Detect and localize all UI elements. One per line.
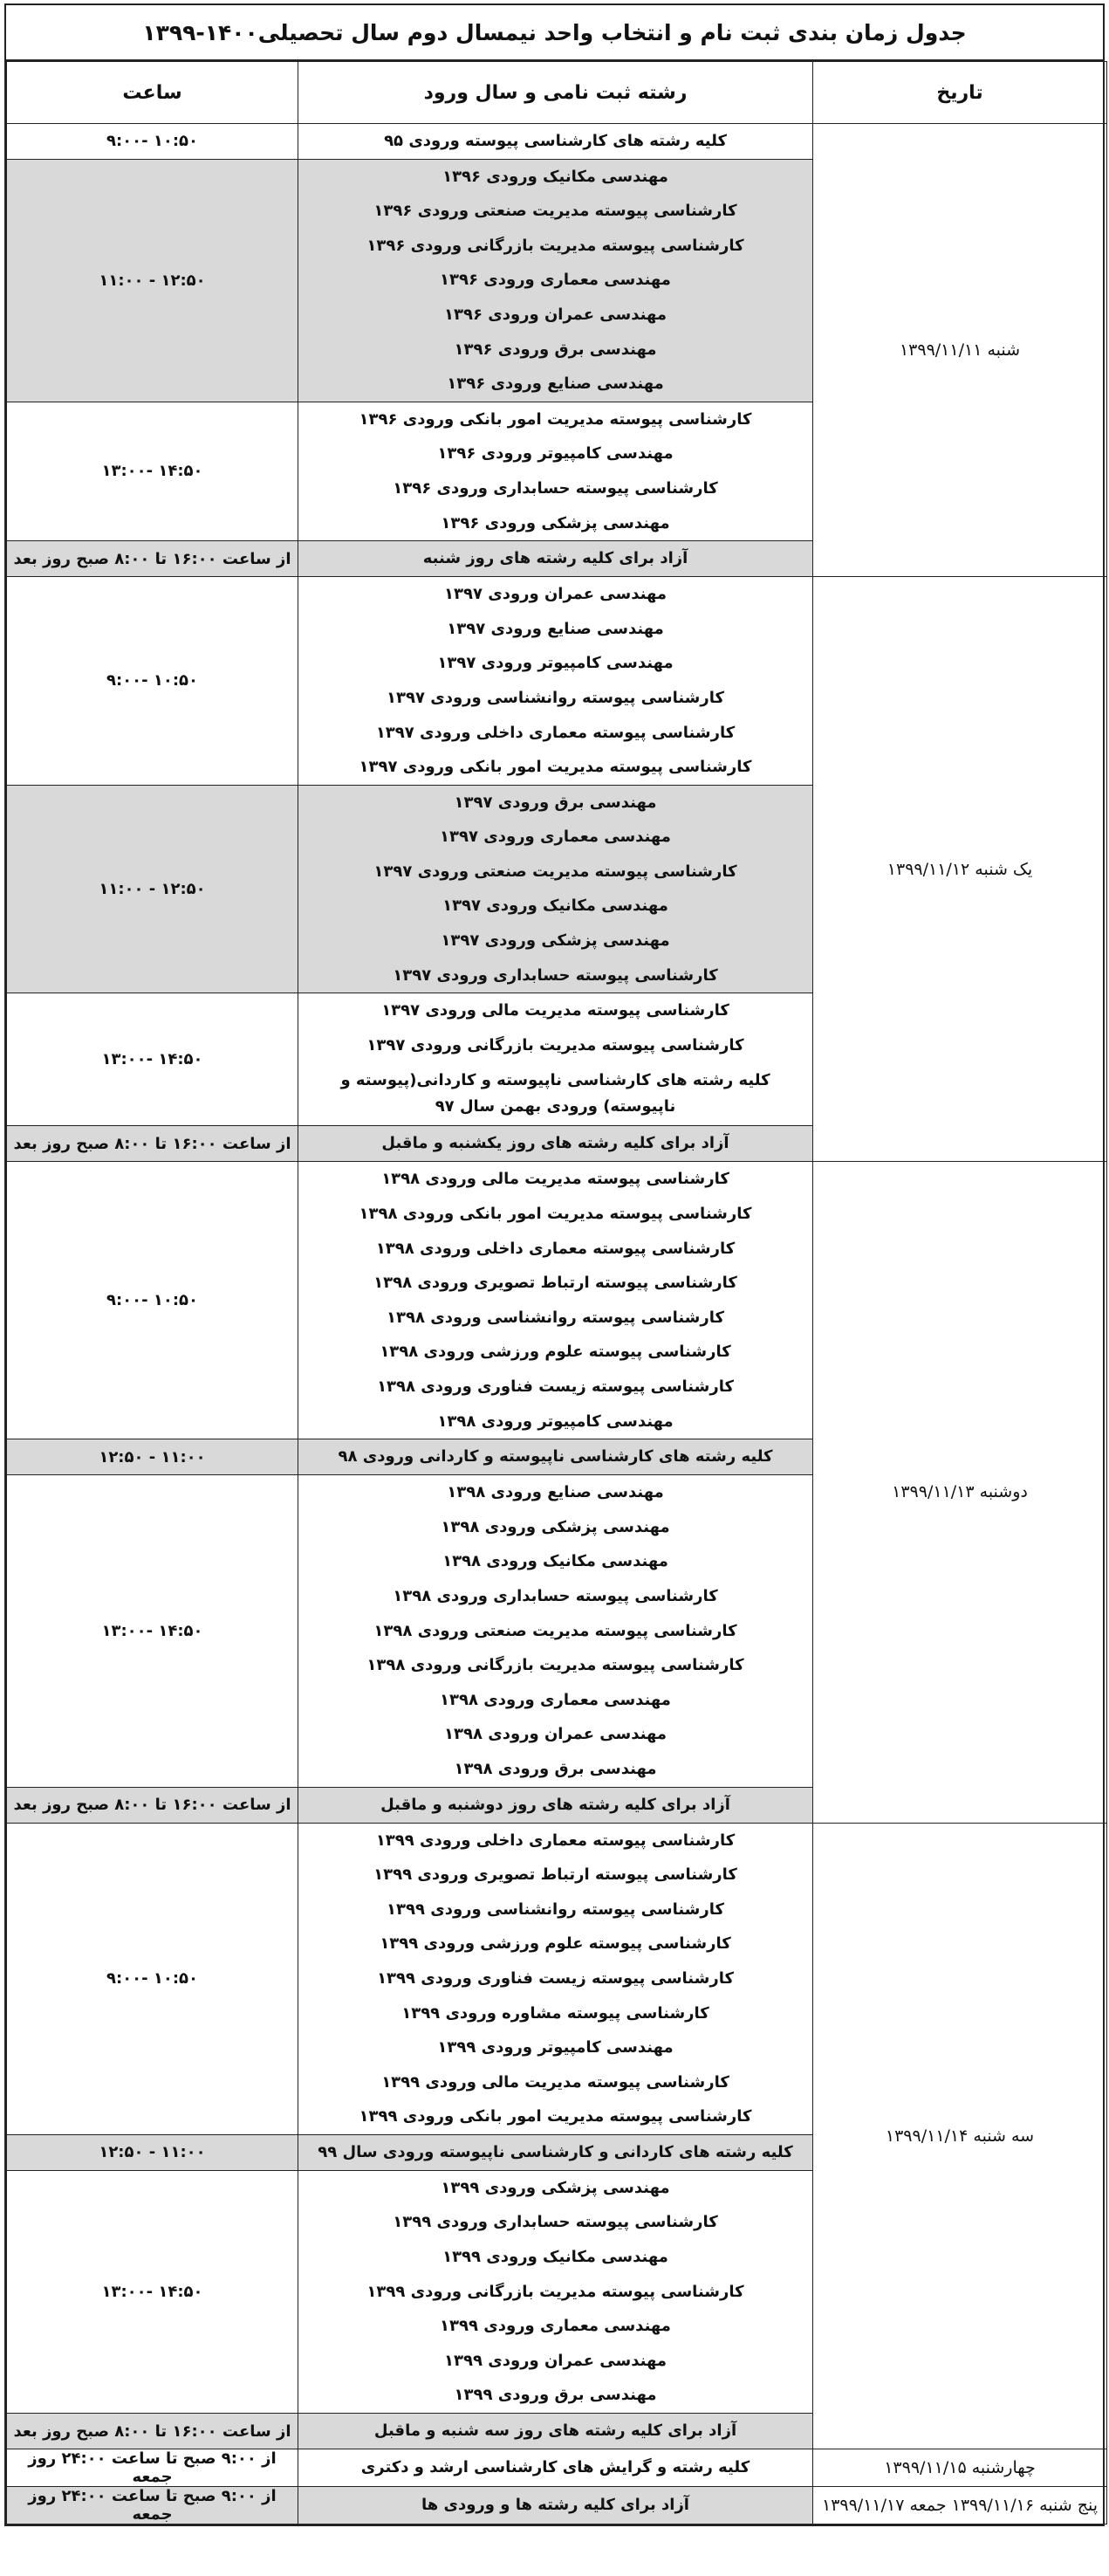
list-item: مهندسی مکانیک ورودی ۱۳۹۸	[442, 1552, 668, 1571]
list-item: مهندسی برق ورودی ۱۳۹۸	[454, 1759, 657, 1778]
schedule-row	[7, 2487, 1107, 2524]
block-items	[298, 2134, 813, 2170]
list-item: مهندسی برق ورودی ۱۳۹۹	[454, 2386, 657, 2405]
schedule-table	[6, 61, 1107, 2524]
list-item: مهندسی کامپیوتر ورودی ۱۳۹۹	[437, 2038, 674, 2057]
list-item: کارشناسی پیوسته مدیریت مالی ورودی ۱۳۹۹	[381, 2072, 729, 2092]
list-item: مهندسی مکانیک ورودی ۱۳۹۷	[442, 896, 668, 916]
day-date: دوشنبه ۱۳۹۹/۱۱/۱۳	[813, 1162, 1107, 1823]
list-item: کارشناسی پیوسته علوم ورزشی ورودی ۱۳۹۹	[380, 1934, 731, 1954]
list-item: مهندسی عمران ورودی ۱۳۹۷	[443, 585, 667, 604]
block-time: ۱۱:۰۰ - ۱۲:۵۰	[7, 159, 298, 402]
block-items	[298, 2487, 813, 2524]
block-items	[298, 1787, 813, 1823]
schedule-body	[7, 124, 1107, 2524]
list-item: مهندسی عمران ورودی ۱۳۹۹	[443, 2351, 667, 2370]
block-items	[298, 402, 813, 540]
list-item: کارشناسی پیوسته مدیریت بازرگانی ورودی ۱۳۹۷	[366, 1035, 744, 1054]
block-items	[298, 1475, 813, 1787]
list-item: کارشناسی پیوسته مدیریت مالی ورودی ۱۳۹۸	[381, 1170, 729, 1189]
list-item: کارشناسی پیوسته مدیریت امور بانکی ورودی ۱۳۹۷	[359, 758, 752, 777]
block-time: از ساعت ۱۶:۰۰ تا ۸:۰۰ صبح روز بعد	[7, 1787, 298, 1823]
block-time: ۹:۰۰- ۱۰:۵۰	[7, 577, 298, 786]
block-items	[298, 1126, 813, 1162]
list-item: مهندسی کامپیوتر ورودی ۱۳۹۸	[437, 1412, 674, 1431]
list-item: کارشناسی پیوسته معماری داخلی ورودی ۱۳۹۷	[375, 723, 736, 742]
block-time: ۱۳:۰۰- ۱۴:۵۰	[7, 2170, 298, 2413]
list-item: مهندسی برق ورودی ۱۳۹۶	[454, 340, 657, 359]
schedule-page	[4, 3, 1105, 2526]
day-date: یک شنبه ۱۳۹۹/۱۱/۱۲	[813, 577, 1107, 1162]
block-time: ۹:۰۰- ۱۰:۵۰	[7, 1823, 298, 2134]
header-time: ساعت	[7, 62, 298, 124]
list-item: کارشناسی پیوسته روانشناسی ورودی ۱۳۹۹	[387, 1899, 724, 1919]
block-time: ۱۳:۰۰- ۱۴:۵۰	[7, 1475, 298, 1787]
list-item: کارشناسی پیوسته مدیریت امور بانکی ورودی ۱۳۹۹	[359, 2107, 752, 2126]
block-time: ۱۳:۰۰- ۱۴:۵۰	[7, 993, 298, 1126]
block-time: از ساعت ۱۶:۰۰ تا ۸:۰۰ صبح روز بعد	[7, 2414, 298, 2449]
list-item: کلیه رشته و گرایش های کارشناسی ارشد و دکتری	[360, 2458, 750, 2477]
page-title: جدول زمان بندی ثبت نام و انتخاب واحد نیمسال دوم سال تحصیلی۱۴۰۰-۱۳۹۹	[6, 5, 1103, 61]
list-item: مهندسی صنایع ورودی ۱۳۹۶	[447, 374, 664, 394]
list-item: کارشناسی پیوسته معماری داخلی ورودی ۱۳۹۹	[375, 1831, 736, 1850]
list-item: مهندسی معماری ورودی ۱۳۹۹	[440, 2317, 671, 2336]
block-items	[298, 159, 813, 402]
block-items	[298, 1439, 813, 1475]
list-item: مهندسی کامپیوتر ورودی ۱۳۹۷	[437, 654, 674, 673]
schedule-row	[7, 1823, 1107, 2134]
block-time: ۱۱:۰۰ - ۱۲:۵۰	[7, 785, 298, 993]
day-date: پنج شنبه ۱۳۹۹/۱۱/۱۶ جمعه ۱۳۹۹/۱۱/۱۷	[813, 2487, 1107, 2524]
list-item: کارشناسی پیوسته ارتباط تصویری ورودی ۱۳۹۹	[373, 1865, 737, 1885]
block-items	[298, 1823, 813, 2134]
list-item: مهندسی مکانیک ورودی ۱۳۹۹	[442, 2248, 668, 2267]
list-item: آزاد برای کلیه رشته های روز سه شنبه و ماقبل	[373, 2421, 737, 2441]
list-item: مهندسی معماری ورودی ۱۳۹۶	[440, 271, 671, 290]
list-item: مهندسی عمران ورودی ۱۳۹۸	[443, 1725, 667, 1744]
list-item: کارشناسی پیوسته مدیریت بازرگانی ورودی ۱۳۹۸	[366, 1656, 744, 1675]
list-item: کارشناسی پیوسته ارتباط تصویری ورودی ۱۳۹۸	[373, 1274, 737, 1293]
list-item: کارشناسی پیوسته روانشناسی ورودی ۱۳۹۸	[387, 1308, 724, 1327]
list-item: کلیه رشته های کارشناسی ناپیوسته و کاردانی(پیوسته و ناپیوسته) ورودی بهمن سال ۹۷	[340, 1071, 770, 1116]
list-item: مهندسی صنایع ورودی ۱۳۹۸	[447, 1483, 664, 1502]
block-items	[298, 2449, 813, 2487]
list-item: کارشناسی پیوسته مدیریت بازرگانی ورودی ۱۳۹۶	[366, 236, 744, 255]
day-date: شنبه ۱۳۹۹/۱۱/۱۱	[813, 124, 1107, 577]
block-time: از ساعت ۱۶:۰۰ تا ۸:۰۰ صبح روز بعد	[7, 1126, 298, 1162]
list-item: کارشناسی پیوسته حسابداری ورودی ۱۳۹۸	[393, 1586, 718, 1605]
list-item: کارشناسی پیوسته مدیریت بازرگانی ورودی ۱۳۹۹	[366, 2282, 744, 2301]
block-items	[298, 993, 813, 1126]
list-item: کلیه رشته های کاردانی و کارشناسی ناپیوسته ورودی سال ۹۹	[318, 2142, 793, 2161]
list-item: کارشناسی پیوسته حسابداری ورودی ۱۳۹۶	[393, 478, 718, 498]
schedule-row	[7, 124, 1107, 160]
block-time: ۹:۰۰- ۱۰:۵۰	[7, 124, 298, 160]
list-item: مهندسی پزشکی ورودی ۱۳۹۶	[441, 513, 670, 532]
block-time: از ساعت ۱۶:۰۰ تا ۸:۰۰ صبح روز بعد	[7, 541, 298, 577]
schedule-row	[7, 1162, 1107, 1439]
schedule-row	[7, 577, 1107, 786]
list-item: آزاد برای کلیه رشته های روز دوشنبه و ماقبل	[380, 1795, 730, 1814]
list-item: مهندسی صنایع ورودی ۱۳۹۷	[447, 619, 664, 638]
block-items	[298, 2170, 813, 2413]
list-item: کارشناسی پیوسته مدیریت صنعتی ورودی ۱۳۹۸	[373, 1621, 737, 1640]
list-item: مهندسی عمران ورودی ۱۳۹۶	[443, 305, 667, 324]
list-item: مهندسی برق ورودی ۱۳۹۷	[454, 793, 657, 812]
list-item: کارشناسی پیوسته زیست فناوری ورودی ۱۳۹۸	[377, 1377, 734, 1396]
list-item: کارشناسی پیوسته حسابداری ورودی ۱۳۹۷	[393, 965, 718, 985]
list-item: مهندسی پزشکی ورودی ۱۳۹۹	[441, 2178, 670, 2197]
block-time: ۱۱:۰۰ - ۱۲:۵۰	[7, 2134, 298, 2170]
schedule-row	[7, 2449, 1107, 2487]
list-item: مهندسی معماری ورودی ۱۳۹۷	[440, 828, 671, 847]
day-date: سه شنبه ۱۳۹۹/۱۱/۱۴	[813, 1823, 1107, 2449]
block-items	[298, 1162, 813, 1439]
block-time: ۹:۰۰- ۱۰:۵۰	[7, 1162, 298, 1439]
list-item: مهندسی پزشکی ورودی ۱۳۹۸	[441, 1517, 670, 1536]
block-time: ۱۳:۰۰- ۱۴:۵۰	[7, 402, 298, 540]
list-item: کارشناسی پیوسته مدیریت امور بانکی ورودی ۱۳۹۸	[359, 1205, 752, 1224]
list-item: کارشناسی پیوسته زیست فناوری ورودی ۱۳۹۹	[377, 1968, 734, 1988]
block-time: ۱۱:۰۰ - ۱۲:۵۰	[7, 1439, 298, 1475]
list-item: کارشناسی پیوسته روانشناسی ورودی ۱۳۹۷	[387, 688, 724, 707]
list-item: آزاد برای کلیه رشته ها و ورودی ها	[421, 2496, 689, 2515]
header-items: رشته ثبت نامی و سال ورود	[298, 62, 813, 124]
list-item: مهندسی کامپیوتر ورودی ۱۳۹۶	[437, 444, 674, 464]
list-item: کارشناسی پیوسته مدیریت مالی ورودی ۱۳۹۷	[381, 1001, 729, 1020]
list-item: کارشناسی پیوسته معماری داخلی ورودی ۱۳۹۸	[375, 1239, 736, 1258]
day-date: چهارشنبه ۱۳۹۹/۱۱/۱۵	[813, 2449, 1107, 2487]
list-item: کارشناسی پیوسته حسابداری ورودی ۱۳۹۹	[393, 2213, 718, 2232]
list-item: کارشناسی پیوسته مشاوره ورودی ۱۳۹۹	[401, 2003, 709, 2023]
list-item: کلیه رشته های کارشناسی پیوسته ورودی ۹۵	[384, 132, 727, 150]
list-item: مهندسی مکانیک ورودی ۱۳۹۶	[442, 167, 668, 186]
list-item: کارشناسی پیوسته مدیریت صنعتی ورودی ۱۳۹۷	[373, 862, 737, 881]
block-time: از ۹:۰۰ صبح تا ساعت ۲۴:۰۰ روز جمعه	[7, 2487, 298, 2524]
list-item: آزاد برای کلیه رشته های روز شنبه	[422, 549, 688, 568]
block-items	[298, 2414, 813, 2449]
list-item: مهندسی پزشکی ورودی ۱۳۹۷	[441, 931, 670, 951]
list-item: آزاد برای کلیه رشته های روز یکشنبه و ماقبل	[381, 1134, 729, 1153]
list-item: کارشناسی پیوسته مدیریت امور بانکی ورودی ۱۳۹۶	[359, 409, 752, 429]
header-row	[7, 62, 1107, 124]
block-items	[298, 785, 813, 993]
list-item: مهندسی معماری ورودی ۱۳۹۸	[440, 1690, 671, 1709]
block-items	[298, 541, 813, 577]
list-item: کلیه رشته های کارشناسی ناپیوسته و کاردانی ورودی ۹۸	[338, 1447, 773, 1467]
block-items	[298, 577, 813, 786]
list-item: کارشناسی پیوسته علوم ورزشی ورودی ۱۳۹۸	[380, 1343, 731, 1362]
block-time: از ۹:۰۰ صبح تا ساعت ۲۴:۰۰ روز جمعه	[7, 2449, 298, 2487]
list-item: کارشناسی پیوسته مدیریت صنعتی ورودی ۱۳۹۶	[373, 202, 737, 221]
header-date: تاریخ	[813, 62, 1107, 124]
block-items	[298, 124, 813, 160]
